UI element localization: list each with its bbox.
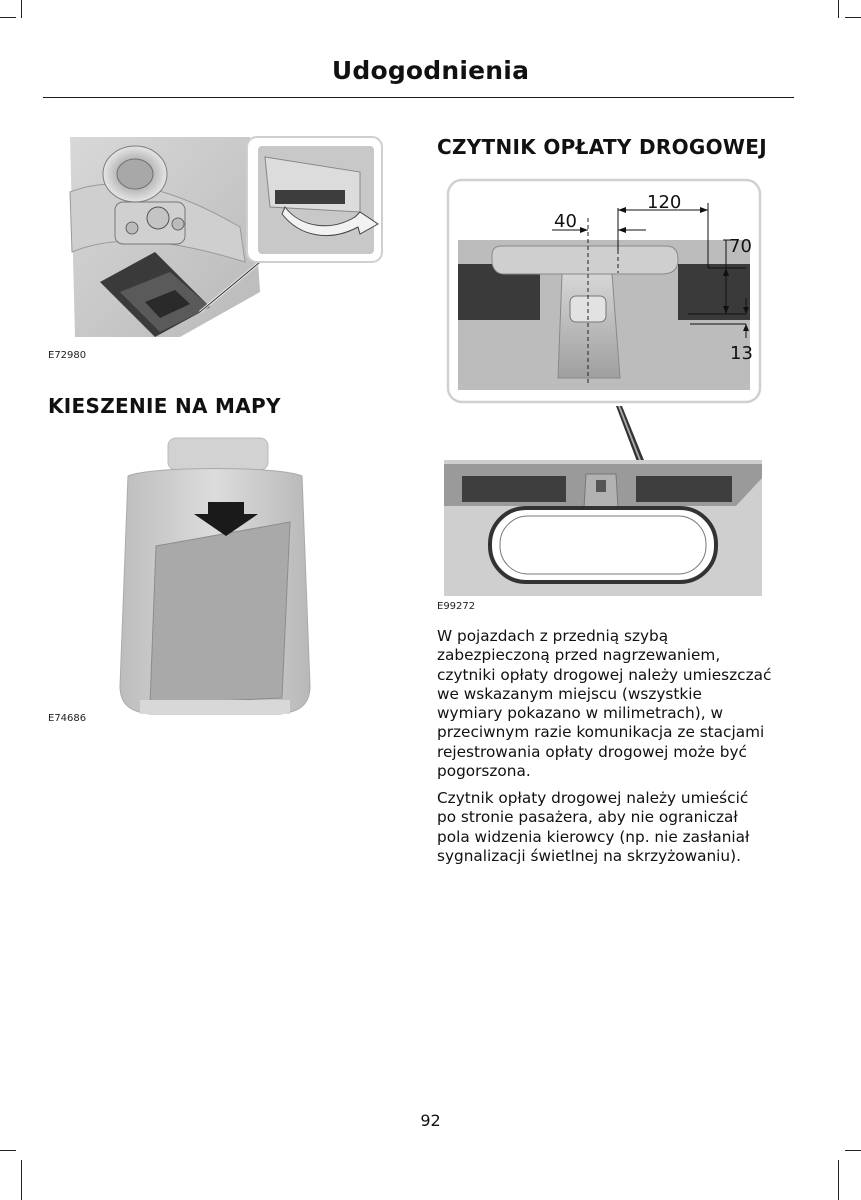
crop-mark — [845, 1150, 861, 1151]
map-pocket-heading: KIESZENIE NA MAPY — [48, 394, 281, 418]
toll-reader-heading: CZYTNIK OPŁATY DROGOWEJ — [437, 135, 767, 159]
toll-reader-placement-diagram — [440, 178, 770, 598]
crop-mark — [21, 1160, 22, 1200]
paragraph-line: rejestrowania opłaty drogowej może być — [437, 742, 747, 761]
paragraph-line: sygnalizacji świetlnej na skrzyżowaniu). — [437, 846, 741, 865]
paragraph-line: pola widzenia kierowcy (np. nie zasłaniał — [437, 827, 750, 846]
paragraph-line: W pojazdach z przednią szybą — [437, 627, 669, 645]
seat-map-pocket-illustration — [110, 436, 320, 718]
crop-mark — [838, 1160, 839, 1200]
page-title: Udogodnienia — [331, 56, 530, 85]
crop-mark — [845, 17, 861, 18]
paragraph-line: zabezpieczoną przed nagrzewaniem, — [437, 646, 721, 665]
paragraph-line: wymiary pokazano w milimetrach), w — [437, 704, 723, 723]
paragraph — [437, 627, 797, 781]
crop-mark — [0, 1150, 16, 1151]
dimension-label: 120 — [647, 192, 682, 213]
dimension-label: 13 — [730, 343, 753, 364]
figure-code: E72980 — [48, 350, 87, 361]
header-divider — [43, 97, 794, 98]
paragraph — [437, 789, 797, 866]
crop-mark — [838, 0, 839, 18]
figure-code: E74686 — [48, 713, 87, 724]
crop-mark — [21, 0, 22, 18]
page-number: 92 — [420, 1111, 441, 1130]
paragraph-line: po stronie pasażera, aby nie ograniczał — [437, 808, 738, 827]
paragraph-line: pogorszona. — [437, 762, 531, 781]
dimension-label: 40 — [554, 211, 577, 232]
paragraph-line: Czytnik opłaty drogowej należy umieścić — [437, 789, 749, 807]
crop-mark — [0, 17, 16, 18]
dimension-label: 70 — [729, 236, 752, 257]
paragraph-line: przeciwnym razie komunikacja ze stacjami — [437, 723, 765, 742]
dashboard-storage-illustration — [60, 132, 390, 347]
paragraph-line: we wskazanym miejscu (wszystkie — [437, 684, 702, 703]
paragraph-line: czytniki opłaty drogowej należy umieszczać — [437, 665, 772, 684]
figure-code: E99272 — [437, 601, 476, 612]
